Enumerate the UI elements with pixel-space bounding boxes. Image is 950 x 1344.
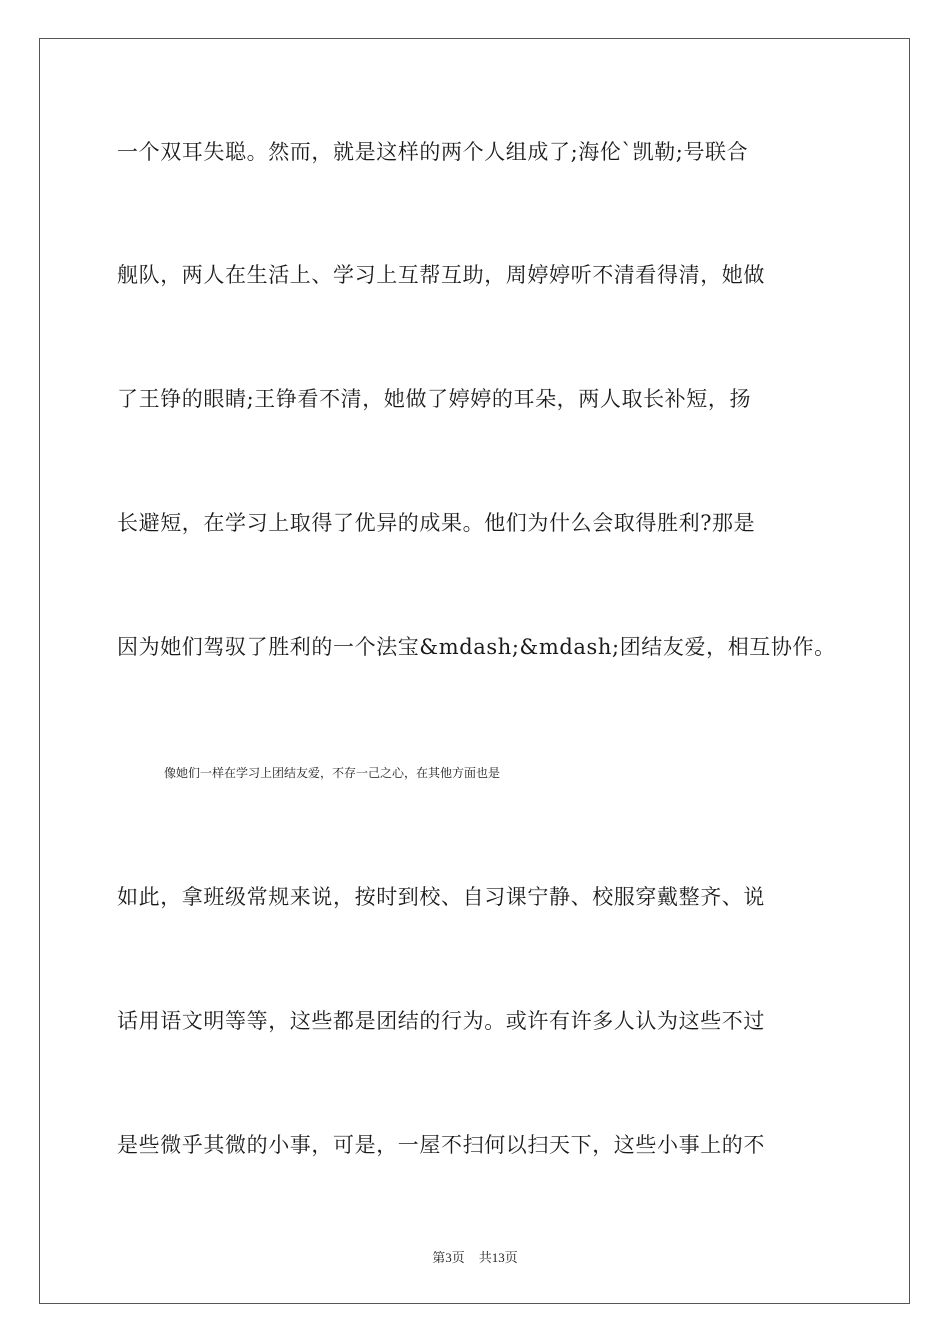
page-total: 共13页	[478, 1250, 518, 1265]
text-line: 了王铮的眼睛;王铮看不清，她做了婷婷的耳朵，两人取长补短，扬	[117, 387, 752, 411]
text-line: 舰队，两人在生活上、学习上互帮互助，周婷婷听不清看得清，她做	[117, 263, 765, 287]
text-line: 如此，拿班级常规来说，按时到校、自习课宁静、校服穿戴整齐、说	[117, 885, 765, 909]
text-line: 话用语文明等等，这些都是团结的行为。或许有许多人认为这些不过	[117, 1009, 765, 1033]
text-line: 是些微乎其微的小事，可是，一屋不扫何以扫天下，这些小事上的不	[117, 1133, 765, 1157]
text-line: 因为她们驾驭了胜利的一个法宝&mdash;&mdash;团结友爱，相互协作。	[117, 635, 836, 659]
page-footer	[0, 1247, 950, 1266]
page-border	[39, 38, 910, 1304]
text-line: 一个双耳失聪。然而，就是这样的两个人组成了;海伦`凯勒;号联合	[117, 140, 749, 164]
text-line: 长避短，在学习上取得了优异的成果。他们为什么会取得胜利?那是	[117, 511, 756, 535]
page-number: 第3页	[432, 1250, 465, 1265]
paragraph-first-line: 像她们一样在学习上团结友爱，不存一己之心，在其他方面也是	[164, 766, 501, 780]
